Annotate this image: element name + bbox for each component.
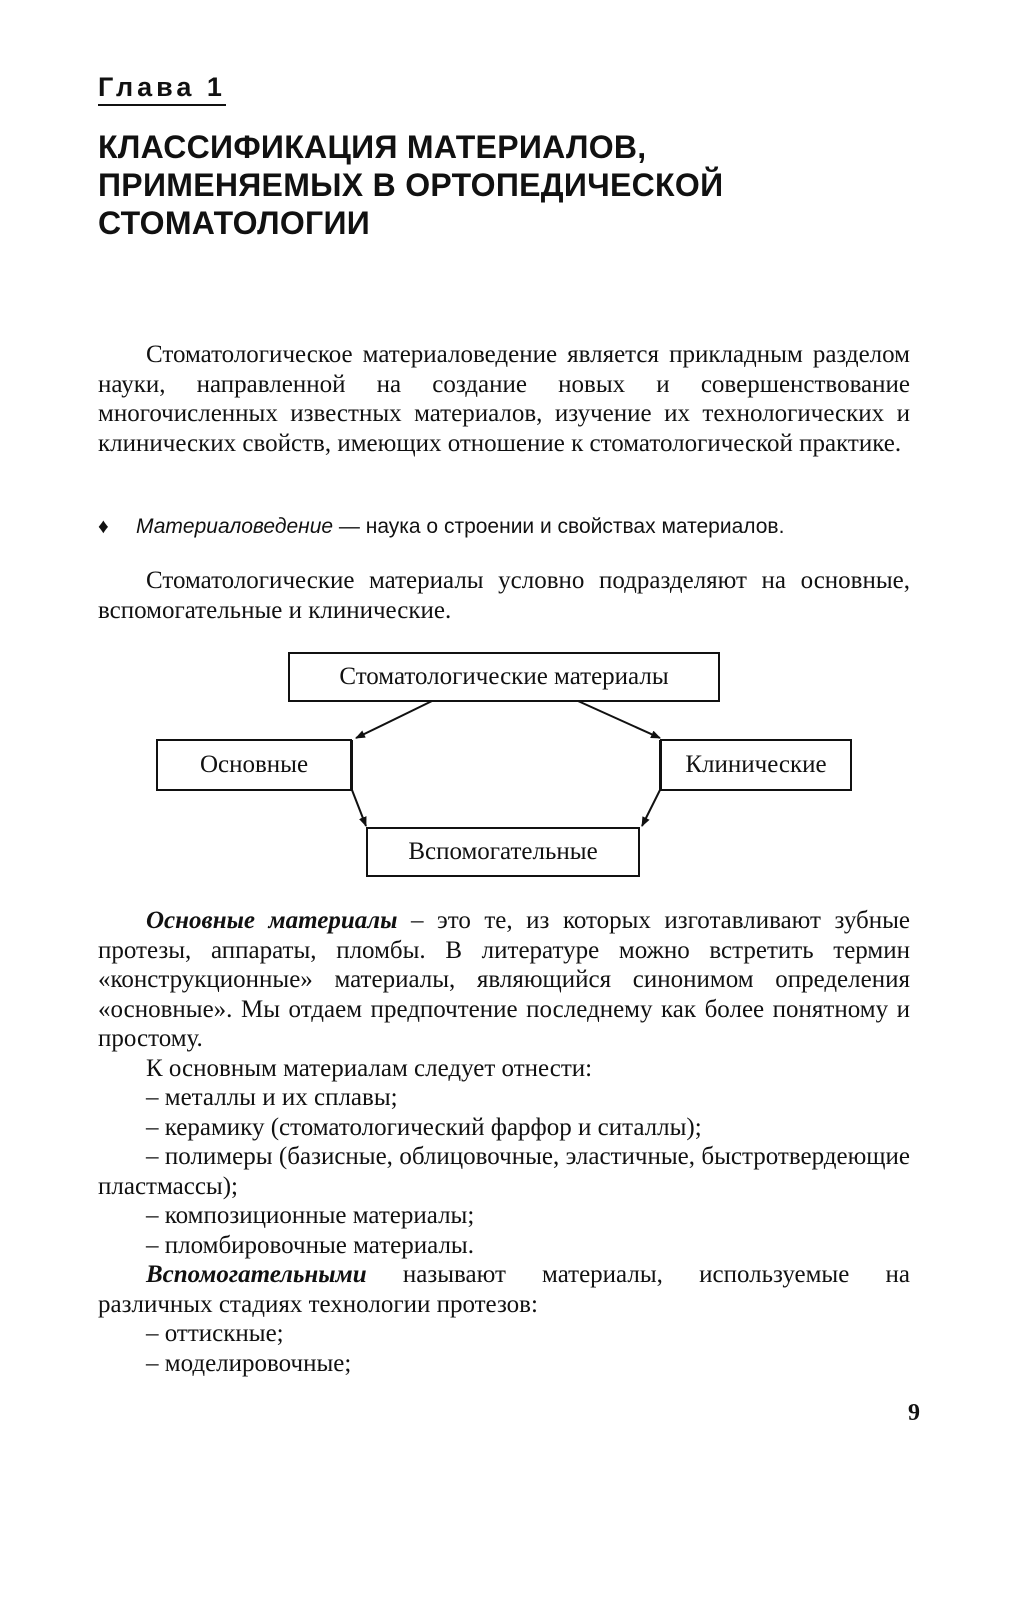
main-materials-paragraph [98, 906, 910, 1054]
definition-term: Материаловедение [136, 515, 334, 538]
intro-paragraph [98, 340, 910, 458]
chapter-title [98, 128, 938, 242]
auxiliary-materials-text: называют материалы, используемые на различных стадиях технологии протезов: [98, 1261, 910, 1318]
definition-text: — наука о строении и свойствах материалов. [333, 515, 785, 538]
list-item: – моделировочные; [146, 1349, 352, 1377]
main-materials-text: – это те, из которых изготавливают зубные протезы, аппараты, пломбы. В литературе можно встретить термин «конструкционные» материалы, являющийся синонимом определения «основные». Мы отдаем предпочтение последнему как более понятному и простому. [98, 907, 910, 1052]
arrow-root-to-left [356, 701, 432, 738]
main-materials-section [98, 906, 910, 1378]
diagram-root-label: Стоматологические материалы [339, 663, 669, 690]
intro-text: Стоматологическое материаловедение является прикладным разделом науки, направленной на создание новых и совершенствование многочисленных известных материалов, изучение их технологических и клинических свойств, имеющих отношение к стоматологической практике. [98, 341, 910, 457]
list-item: – керамику (стоматологический фарфор и ситаллы); [146, 1113, 702, 1141]
main-materials-lead: К основным материалам следует отнести: [146, 1054, 593, 1082]
arrow-left-to-bottom [352, 740, 366, 826]
definition-line [98, 512, 910, 542]
chapter-title-line: КЛАССИФИКАЦИЯ МАТЕРИАЛОВ, [98, 129, 647, 165]
arrow-root-to-right [578, 701, 660, 738]
chapter-label: Глава 1 [98, 72, 226, 106]
arrow-right-to-bottom [642, 740, 660, 826]
diagram-box-clinical [660, 739, 852, 791]
chapter-title-line: СТОМАТОЛОГИИ [98, 205, 371, 241]
list-item: – оттискные; [146, 1320, 284, 1347]
list-item: – полимеры (базисные, облицовочные, эластичные, быстротвердеющие пластмассы); [98, 1143, 910, 1200]
division-text: Стоматологические материалы условно подразделяют на основные, вспомогательные и клинические. [98, 567, 910, 624]
list-item: – композиционные материалы; [146, 1202, 475, 1229]
diagram-clinical-label: Клинические [685, 751, 827, 778]
auxiliary-materials-term: Вспомогательными [146, 1261, 367, 1288]
diagram-auxiliary-label: Вспомогательные [408, 838, 598, 865]
auxiliary-materials-paragraph [98, 1260, 910, 1319]
diagram-main-label: Основные [199, 751, 309, 778]
diagram-box-root [288, 652, 720, 702]
list-item: – пломбировочные материалы. [146, 1231, 474, 1259]
diagram-box-main [156, 739, 352, 791]
diamond-bullet-icon: ♦ [98, 515, 109, 538]
page-number: 9 [908, 1400, 920, 1426]
diagram-box-auxiliary [366, 827, 640, 877]
list-item: – металлы и их сплавы; [146, 1084, 398, 1111]
main-materials-term: Основные материалы [146, 907, 398, 934]
chapter-title-line: ПРИМЕНЯЕМЫХ В ОРТОПЕДИЧЕСКОЙ [98, 167, 724, 203]
division-paragraph [98, 566, 910, 625]
